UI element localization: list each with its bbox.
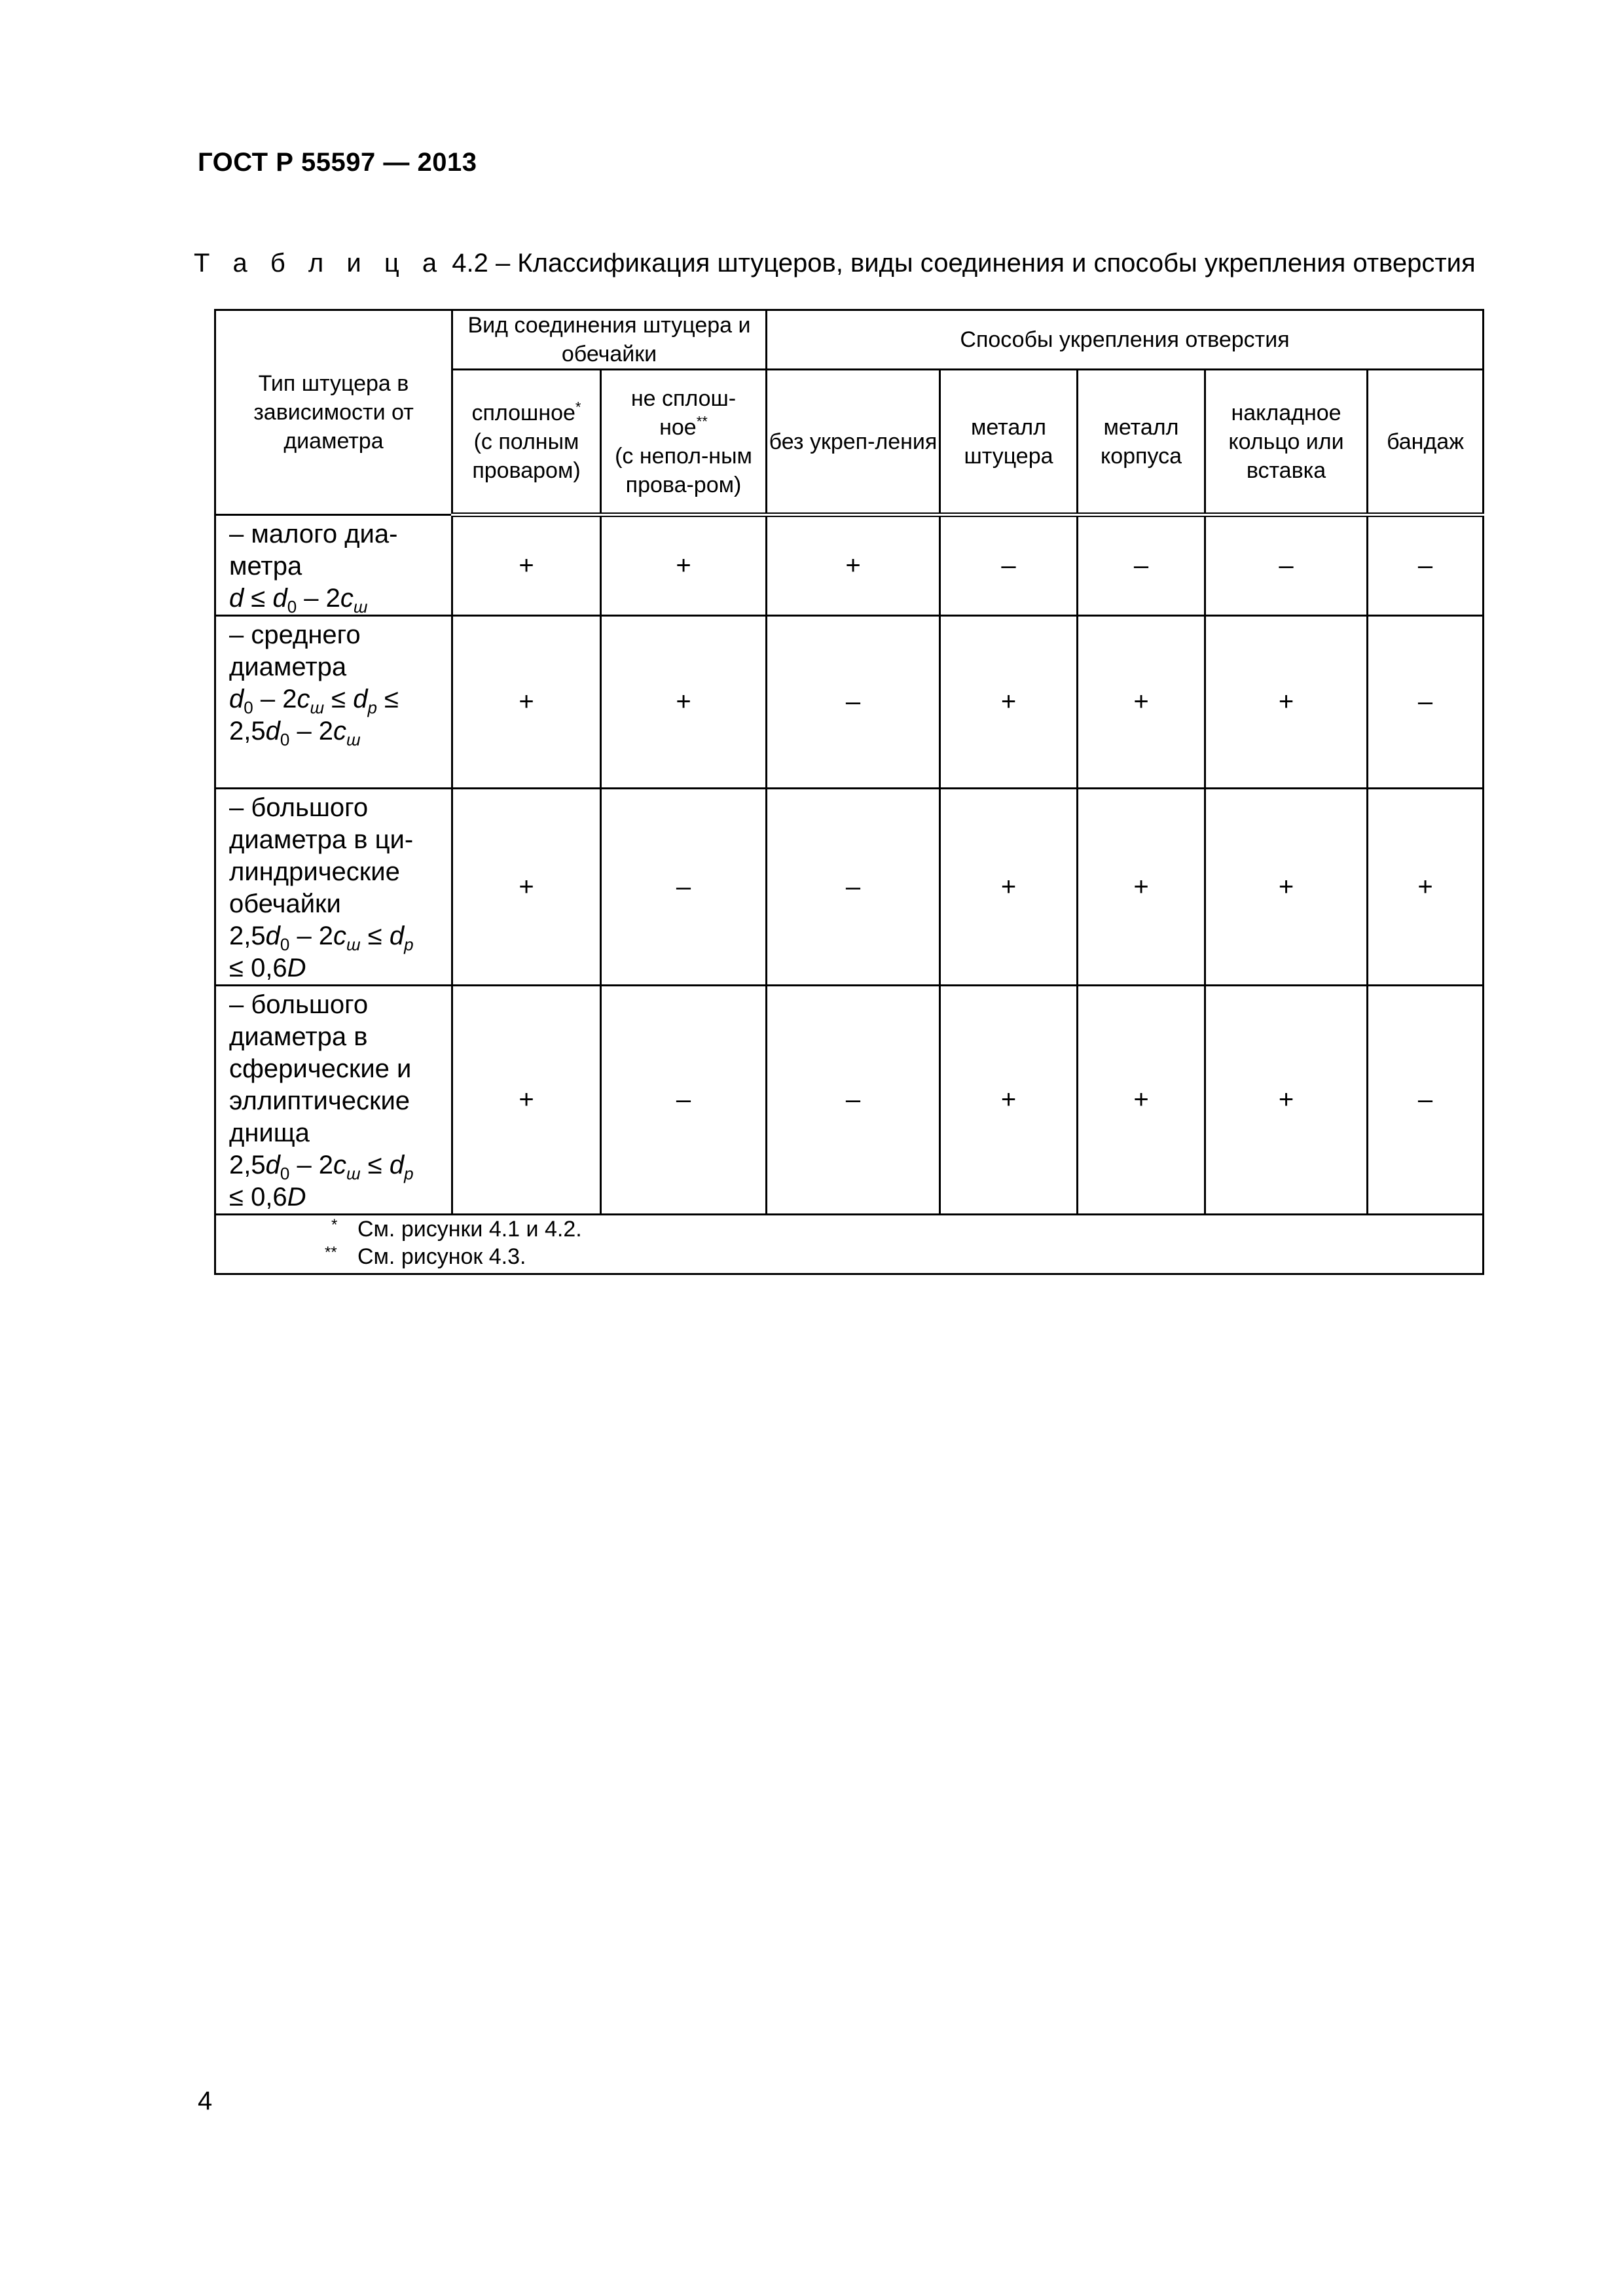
table-row [215,515,1484,616]
mark-cell: – [940,515,1078,616]
mark-cell: – [1368,986,1484,1215]
header-solid [452,370,601,515]
mark-cell: – [1368,515,1484,616]
classification-table [214,309,1484,1275]
mark-cell: – [767,986,940,1215]
mark-cell: + [452,616,601,789]
mark-cell: + [1205,616,1368,789]
mark-cell: – [601,986,767,1215]
mark-cell: + [940,789,1078,986]
non-solid-label-b: ное [659,414,697,440]
mark-cell: + [601,515,767,616]
mark-cell: + [1078,986,1205,1215]
header-shell-metal: металл корпуса [1078,370,1205,515]
non-solid-note: (с непол-ным прова-ром) [615,443,752,497]
caption-text: 4.2 – Классификация штуцеров, виды соединения и способы укрепления отверстия [445,249,1476,278]
header-nozzle-type: Тип штуцера в зависимости от диаметра [215,310,452,515]
footnote-mark: * [331,1216,338,1234]
mark-cell: – [767,616,940,789]
table-caption [194,249,1476,278]
table-footnotes [215,1215,1484,1274]
header-no-reinforcement: без укреп-ления [767,370,940,515]
header-non-solid [601,370,767,515]
mark-cell: – [1205,515,1368,616]
row-label-small-diameter: – малого диа- метра $d \le d_0 - 2c_ш$ [215,515,452,616]
mark-cell: + [452,515,601,616]
mark-cell: – [767,789,940,986]
mark-cell: + [452,986,601,1215]
row-label-large-diameter-cylindrical: – большого диаметра в ци- линдрические обечайки $2,5d_0 - 2c_ш \le d_р$ ≤ 0,6D [215,789,452,986]
mark-cell: + [767,515,940,616]
mark-cell: + [940,616,1078,789]
mark-cell: + [601,616,767,789]
mark-cell: + [1368,789,1484,986]
header-ring-insert: накладное кольцо или вставка [1205,370,1368,515]
header-nozzle-metal: металл штуцера [940,370,1078,515]
footnote-text: См. рисунки 4.1 и 4.2. [357,1217,582,1242]
row-label-large-diameter-heads: – большого диаметра в сферические и эллиптические днища $2,5d_0 - 2c_ш \le d_р$ ≤ 0,6D [215,986,452,1215]
mark-cell: + [940,986,1078,1215]
caption-label: Т а б л и ц а [194,249,445,278]
mark-cell: – [1368,616,1484,789]
non-solid-label-a: не сплош- [630,386,737,411]
document-code: ГОСТ Р 55597 — 2013 [198,148,477,177]
mark-cell: + [452,789,601,986]
mark-cell: + [1205,789,1368,986]
page-number: 4 [198,2087,213,2115]
footnote-text: См. рисунок 4.3. [357,1244,526,1269]
solid-footnote-mark: * [575,399,581,416]
solid-label: сплошное [471,400,575,425]
table-row [215,789,1484,986]
solid-note: (с полным проваром) [472,429,581,483]
header-band: бандаж [1368,370,1484,515]
mark-cell: + [1078,789,1205,986]
mark-cell: + [1205,986,1368,1215]
mark-cell: + [1078,616,1205,789]
table-row [215,616,1484,789]
row-label-medium-diameter: – среднего диаметра $d_0 - 2c_ш \le d_р$ ≤ $2,5d_0 - 2c_ш$ [215,616,452,789]
table-row [215,986,1484,1215]
header-connection-type: Вид соединения штуцера и обечайки [452,310,767,370]
mark-cell: – [601,789,767,986]
non-solid-footnote-mark: ** [696,413,708,430]
footnote [216,1215,1482,1243]
footnote [216,1243,1482,1270]
mark-cell: – [1078,515,1205,616]
footnote-mark: ** [325,1244,337,1261]
header-reinforcement-methods: Способы укрепления отверстия [767,310,1484,370]
